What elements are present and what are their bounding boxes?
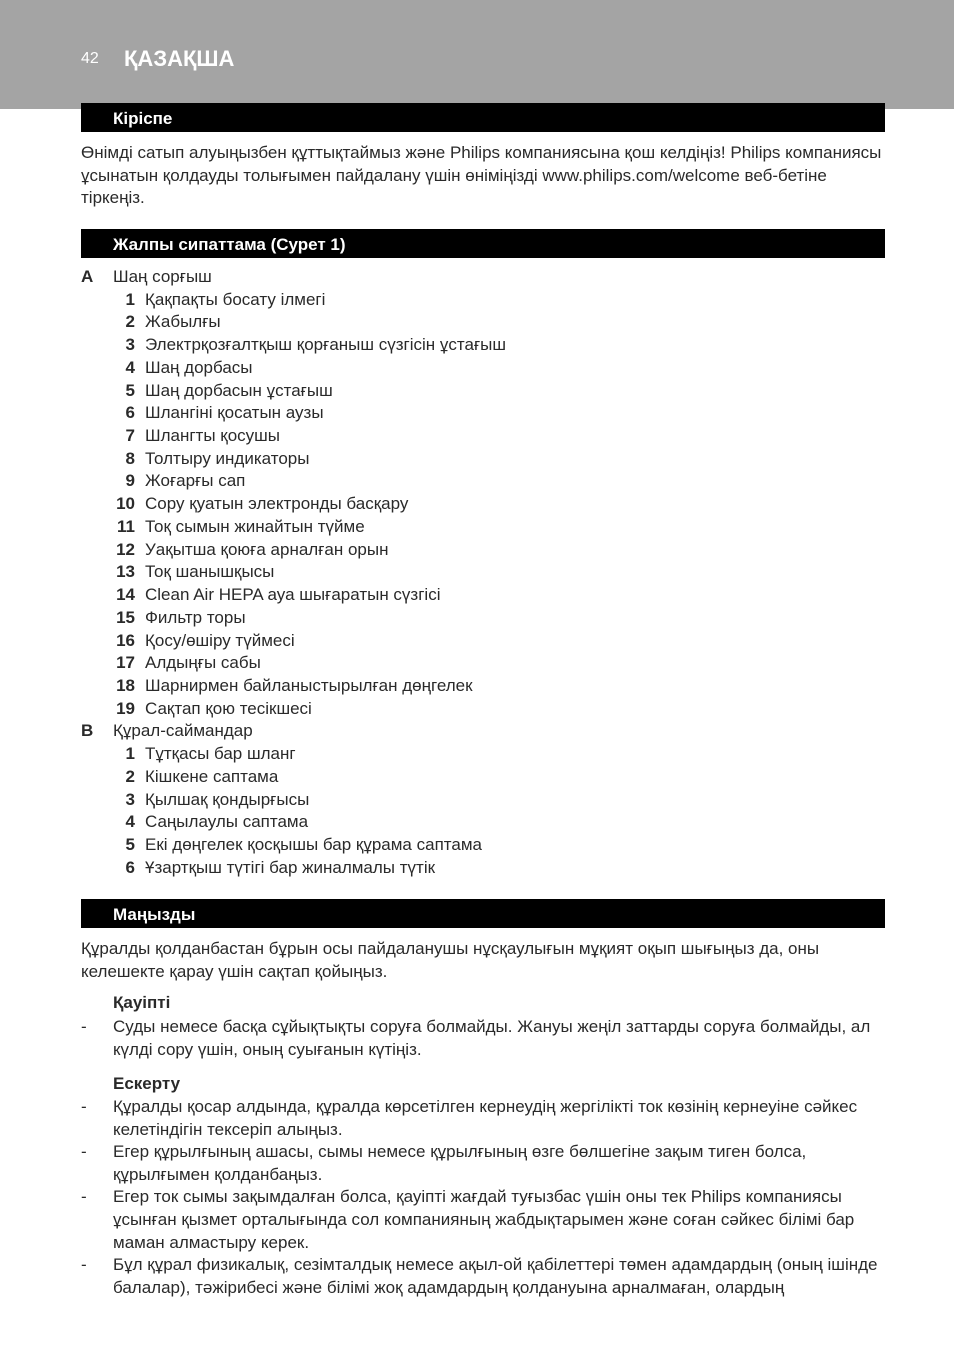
group-title: Құрал-саймандар — [113, 721, 253, 741]
header-band — [0, 0, 954, 109]
item-label: Қылшақ қондырғысы — [145, 789, 310, 809]
danger-list — [81, 1016, 886, 1061]
bullet-text: Суды немесе басқа сұйықтықты соруға болмайды. Жануы жеңіл заттарды соруға болмайды, ал күлді сору үшін, оның суығанын күтіңіз. — [113, 1017, 871, 1059]
bullet-dash: - — [81, 1142, 87, 1162]
important-paragraph: Құралды қолданбастан бұрын осы пайдаланушы нұсқаулығын мұқият оқып шығыңыз да, оны келешекте қарау үшін сақтап қойыңыз. — [81, 939, 820, 981]
section-heading-important: Маңызды — [81, 899, 885, 928]
item-label: Электрқозғалтқыш қорғаныш сүзгісін ұстағыш — [145, 335, 507, 355]
item-label: Уақытша қоюға арналған орын — [145, 539, 389, 559]
section-heading-overview: Жалпы сипаттама (Сурет 1) — [81, 229, 885, 258]
list-item — [81, 402, 886, 425]
list-item — [81, 811, 886, 834]
language-title: ҚАЗАҚША — [124, 46, 235, 71]
list-item — [81, 584, 886, 607]
item-label: Тоқ шанышқысы — [145, 562, 275, 582]
warning-heading: Ескерту — [113, 1074, 181, 1093]
item-number: 8 — [125, 448, 135, 468]
item-number: 1 — [125, 289, 135, 309]
item-number: 16 — [116, 630, 135, 650]
bullet-text: Егер құрылғының ашасы, сымы немесе құрылғының өзге бөлшегіне зақым тиген болса, құрылғымен қолданбаңыз. — [113, 1142, 807, 1184]
item-label: Ұзартқыш түтігі бар жиналмалы түтік — [145, 857, 436, 877]
item-label: Жоғарғы сап — [145, 471, 246, 491]
list-item — [81, 425, 886, 448]
list-item — [81, 539, 886, 562]
item-label: Екі дөңгелек қосқышы бар құрама саптама — [145, 834, 482, 854]
item-number: 14 — [116, 585, 135, 605]
list-item — [81, 470, 886, 493]
intro-paragraph: Өнімді сатып алуыңызбен құттықтаймыз және Philips компаниясына қош келдіңіз! Philips компаниясы ұсынатын қолдауды толығымен пайдалану үшін өніміңізді www.philips.com/welcome веб-бетіне тіркеңіз. — [81, 143, 882, 208]
item-label: Жабылғы — [145, 312, 221, 332]
item-label: Шлангты қосушы — [145, 426, 281, 446]
item-number: 19 — [116, 698, 135, 718]
bullet-text: Бұл құрал физикалық, сезімталдық немесе ақыл-ой қабілеттері төмен адамдардың (оның ішінде балалар), тәжірибесі және білімі жоқ адамдардың қолдануына арналмаған, олардың — [113, 1255, 878, 1297]
bullet-dash: - — [81, 1255, 87, 1275]
list-item — [81, 380, 886, 403]
list-item — [81, 357, 886, 380]
warning-list — [81, 1096, 886, 1299]
item-number: 3 — [125, 335, 135, 355]
section-heading-intro: Кіріспе — [81, 103, 885, 132]
item-number: 17 — [116, 653, 135, 673]
bullet-text: Құралды қосар алдында, құралда көрсетілген кернеудің жергілікті ток көзінің кернеуіне сәйкес келетіндігін тексеріп алыңыз. — [113, 1097, 858, 1139]
item-number: 5 — [125, 380, 135, 400]
item-number: 2 — [125, 312, 135, 332]
list-item — [81, 834, 886, 857]
list-item — [81, 743, 886, 766]
item-number: 6 — [125, 403, 135, 423]
bullet-item — [81, 1016, 886, 1061]
list-item — [81, 630, 886, 653]
list-item — [81, 516, 886, 539]
list-item — [81, 675, 886, 698]
bullet-text: Егер ток сымы зақымдалған болса, қауіпті жағдай туғызбас үшін оны тек Philips компаниясы ұсынған қызмет орталығында сол компанияның жабдықтарымен және соған сәйкес білімі бар маман алмастыру керек. — [113, 1187, 855, 1252]
list-item — [81, 652, 886, 675]
list-item — [81, 448, 886, 471]
list-item — [81, 789, 886, 812]
item-label: Фильтр торы — [145, 607, 246, 627]
item-number: 12 — [116, 539, 135, 559]
item-label: Толтыру индикаторы — [145, 448, 310, 468]
item-label: Шлангіні қосатын аузы — [145, 403, 324, 423]
list-item — [81, 493, 886, 516]
list-item — [81, 607, 886, 630]
item-label: Сақтап қою тесікшесі — [145, 698, 312, 718]
item-number: 1 — [125, 744, 135, 764]
bullet-item — [81, 1254, 886, 1299]
item-label: Кішкене саптама — [145, 766, 279, 786]
item-number: 7 — [125, 426, 135, 446]
group-letter: B — [81, 721, 94, 741]
overview-list — [81, 266, 886, 879]
group-heading-row — [81, 266, 886, 289]
bullet-dash: - — [81, 1097, 87, 1116]
list-item — [81, 698, 886, 721]
list-item — [81, 561, 886, 584]
page-number: 42 — [81, 50, 99, 67]
item-number: 5 — [125, 834, 135, 854]
item-label: Шаң дорбасын ұстағыш — [145, 380, 333, 400]
item-label: Қақпақты босату ілмегі — [145, 289, 326, 309]
item-number: 15 — [116, 607, 135, 627]
item-number: 6 — [125, 857, 135, 877]
item-number: 10 — [116, 494, 135, 514]
item-number: 18 — [116, 675, 135, 695]
bullet-dash: - — [81, 1017, 87, 1036]
group-heading-row — [81, 720, 886, 743]
bullet-item — [81, 1186, 886, 1254]
list-item — [81, 289, 886, 312]
list-item — [81, 311, 886, 334]
group-letter: A — [81, 267, 94, 286]
item-number: 11 — [117, 516, 135, 536]
item-label: Тұтқасы бар шланг — [145, 744, 296, 764]
item-number: 9 — [125, 471, 135, 491]
item-label: Саңылаулы саптама — [145, 812, 309, 832]
danger-heading: Қауіпті — [113, 993, 171, 1012]
item-label: Шарнирмен байланыстырылған дөңгелек — [145, 675, 473, 695]
item-label: Сору қуатын электронды басқару — [145, 494, 409, 514]
item-number: 4 — [125, 357, 135, 377]
group-title: Шаң сорғыш — [113, 267, 212, 286]
item-number: 4 — [125, 812, 135, 832]
item-number: 3 — [125, 789, 135, 809]
list-item — [81, 334, 886, 357]
item-label: Clean Air HEPA ауа шығаратын сүзгісі — [145, 585, 441, 605]
bullet-item — [81, 1141, 886, 1186]
item-label: Қосу/өшіру түймесі — [145, 630, 295, 650]
bullet-dash: - — [81, 1187, 87, 1207]
item-number: 2 — [125, 766, 135, 786]
item-number: 13 — [116, 562, 135, 582]
item-label: Алдыңғы сабы — [145, 653, 261, 673]
list-item — [81, 766, 886, 789]
item-label: Шаң дорбасы — [145, 357, 253, 377]
item-label: Тоқ сымын жинайтын түйме — [145, 516, 365, 536]
list-item — [81, 857, 886, 880]
bullet-item — [81, 1096, 886, 1141]
